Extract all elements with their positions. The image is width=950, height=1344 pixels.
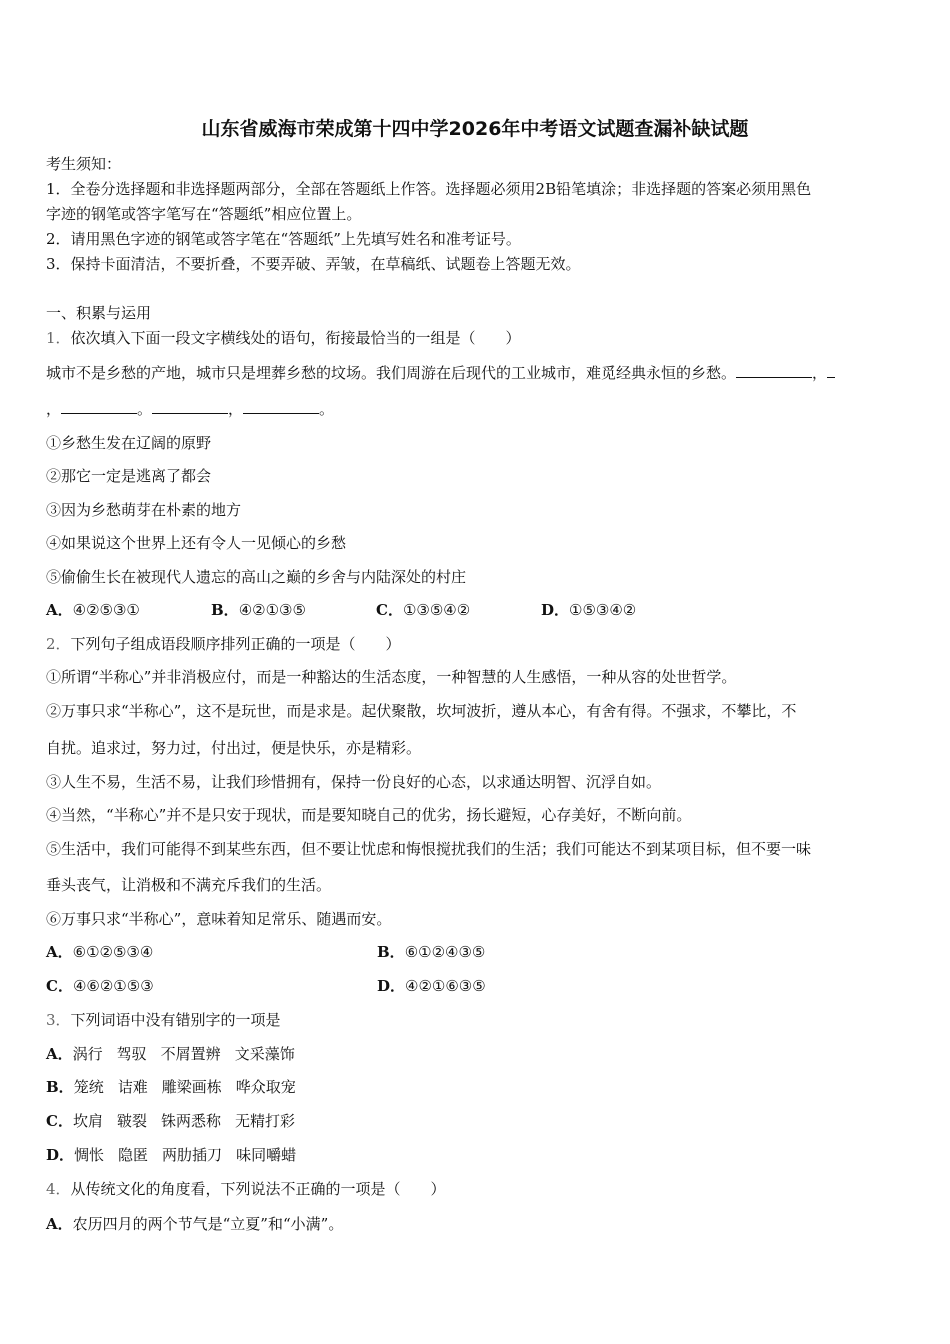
option-b[interactable]: B．笼统 诘难 雕梁画栋 哗众取宠 (46, 1078, 296, 1096)
sentence-1: ①所谓“半称心”并非消极应付，而是一种豁达的生活态度，一种智慧的人生感悟，一种从容的处世哲学。 (46, 668, 737, 686)
page-title: 山东省威海市荣成第十四中学2026年中考语文试题查漏补缺试题 (201, 118, 749, 140)
sentence-5: ⑤生活中，我们可能得不到某些东西，但不要让忧虑和悔恨搅扰我们的生活；我们可能达不到某项目标，但不要一味 (46, 840, 812, 858)
fill-blank[interactable] (243, 398, 319, 414)
punctuation: 。 (137, 400, 153, 418)
punctuation: ， (228, 400, 244, 418)
question-stem: 从传统文化的角度看，下列说法不正确的一项是（ ） (70, 1180, 446, 1198)
q2-options-row-1 (46, 941, 708, 962)
fill-blank[interactable] (61, 398, 137, 414)
question-1 (46, 327, 521, 348)
q1-passage-blanks (46, 398, 334, 419)
question-2 (46, 633, 401, 654)
question-3 (46, 1009, 281, 1030)
notice-item-1-cont: 字迹的钢笔或答字笔写在“答题纸”相应位置上。 (46, 205, 362, 223)
question-number: 2． (46, 635, 71, 653)
list-item: ①乡愁生发在辽阔的原野 (46, 434, 212, 452)
question-stem: 下列句子组成语段顺序排列正确的一项是（ ） (70, 635, 401, 653)
option-d[interactable]: D．惆怅 隐匿 两肋插刀 味同嚼蜡 (46, 1146, 297, 1164)
question-4 (46, 1178, 446, 1199)
sentence-6: ⑥万事只求“半称心”，意味着知足常乐、随遇而安。 (46, 910, 392, 928)
list-item: ④如果说这个世界上还有令人一见倾心的乡愁 (46, 534, 347, 552)
option-c[interactable]: C．④⑥②①⑤③ (46, 977, 154, 995)
punctuation: 。 (319, 400, 335, 418)
option-a[interactable]: A．涡行 驾驭 不屑置辨 文采藻饰 (46, 1045, 295, 1063)
q2-options-row-2 (46, 975, 708, 996)
option-d[interactable]: D．①⑤③④② (541, 601, 637, 619)
q1-options (46, 599, 706, 620)
question-number: 4． (46, 1180, 71, 1198)
section-heading: 一、积累与运用 (46, 304, 152, 322)
punctuation: ， (46, 400, 62, 418)
punctuation: ， (812, 364, 828, 382)
option-a[interactable]: A．④②⑤③① (46, 601, 140, 619)
notice-item-1: 1．全卷分选择题和非选择题两部分，全部在答题纸上作答。选择题必须用2B铅笔填涂；非选择题的答案必须用黑色 (46, 180, 812, 198)
question-stem: 依次填入下面一段文字横线处的语句，衔接最恰当的一组是（ ） (70, 329, 521, 347)
option-c[interactable]: C．坎肩 皲裂 铢两悉称 无精打彩 (46, 1112, 296, 1130)
sentence-2: ②万事只求“半称心”，这不是玩世，而是求是。起伏聚散，坎坷波折，遵从本心，有舍有得。不强求，不攀比，不 (46, 702, 797, 720)
sentence-2-cont: 自扰。追求过，努力过，付出过，便是快乐，亦是精彩。 (46, 739, 422, 757)
sentence-5-cont: 垂头丧气，让消极和不满充斥我们的生活。 (46, 876, 332, 894)
list-item: ⑤偷偷生长在被现代人遗忘的高山之巅的乡舍与内陆深处的村庄 (46, 568, 467, 586)
option-d[interactable]: D．④②①⑥③⑤ (377, 977, 486, 995)
sentence-3: ③人生不易，生活不易，让我们珍惜拥有，保持一份良好的心态，以求通达明智、沉浮自如。 (46, 773, 662, 791)
passage-text: 城市不是乡愁的产地，城市只是埋葬乡愁的坟场。我们周游在后现代的工业城市，难觅经典永恒的乡愁。 (46, 364, 737, 382)
q1-passage (46, 362, 835, 383)
list-item: ②那它一定是逃离了都会 (46, 467, 212, 485)
notice-heading: 考生须知： (46, 155, 122, 173)
list-item: ③因为乡愁萌芽在朴素的地方 (46, 501, 242, 519)
option-b[interactable]: B．④②①③⑤ (211, 601, 306, 619)
question-number: 1． (46, 329, 71, 347)
question-stem: 下列词语中没有错别字的一项是 (70, 1011, 281, 1029)
option-b[interactable]: B．⑥①②④③⑤ (377, 943, 486, 961)
fill-blank[interactable] (827, 362, 835, 378)
question-number: 3． (46, 1011, 71, 1029)
option-a[interactable]: A．农历四月的两个节气是“立夏”和“小满”。 (46, 1215, 344, 1233)
notice-item-3: 3．保持卡面清洁，不要折叠，不要弄破、弄皱，在草稿纸、试题卷上答题无效。 (46, 255, 581, 273)
sentence-4: ④当然，“半称心”并不是只安于现状，而是要知晓自己的优劣，扬长避短，心存美好，不断向前。 (46, 806, 692, 824)
option-a[interactable]: A．⑥①②⑤③④ (46, 943, 154, 961)
fill-blank[interactable] (736, 362, 812, 378)
option-c[interactable]: C．①③⑤④② (376, 601, 471, 619)
fill-blank[interactable] (152, 398, 228, 414)
notice-item-2: 2．请用黑色字迹的钢笔或答字笔在“答题纸”上先填写姓名和准考证号。 (46, 230, 521, 248)
